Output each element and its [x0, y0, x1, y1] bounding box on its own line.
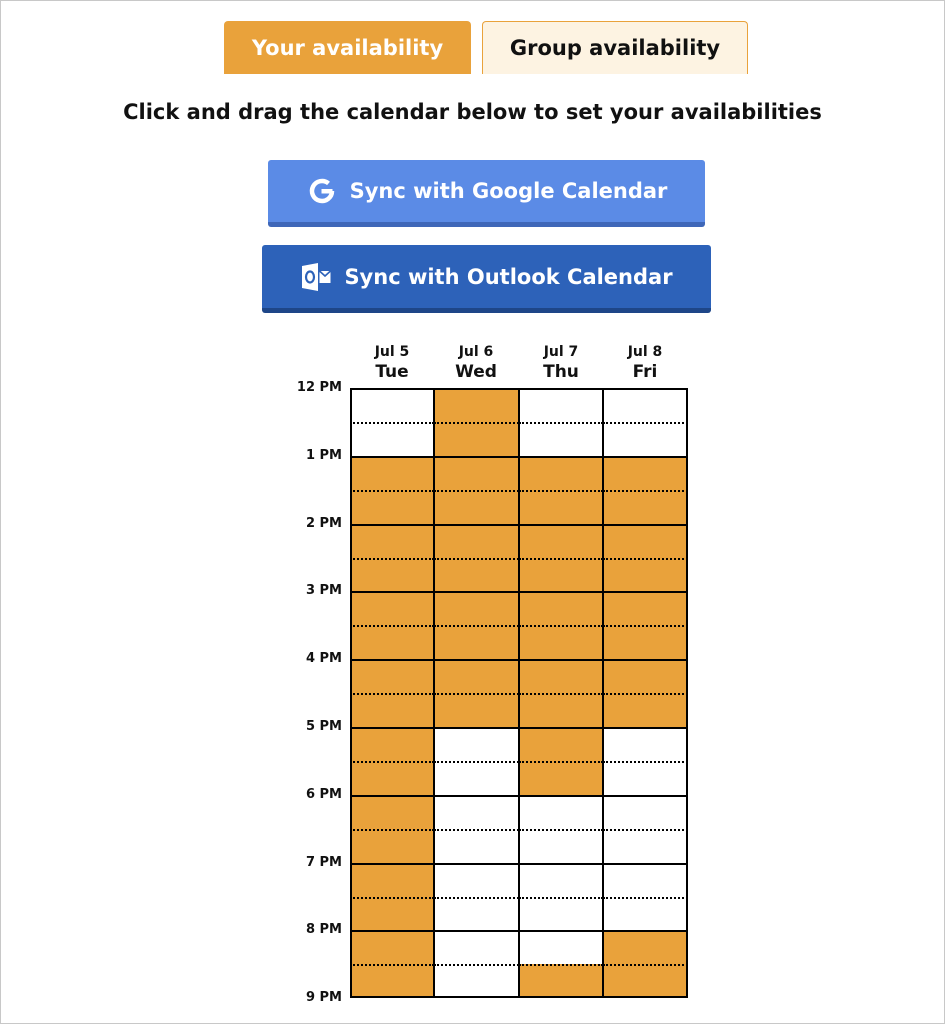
time-slot-cell[interactable] — [603, 863, 688, 897]
day-header-fri — [603, 343, 687, 383]
google-icon — [306, 175, 338, 207]
time-slot-cell[interactable] — [350, 930, 434, 964]
time-slot-cell[interactable] — [434, 490, 519, 524]
instruction-text: Click and drag the calendar below to set your availabilities — [123, 100, 822, 124]
time-slot-cell[interactable] — [603, 964, 688, 998]
time-slot-cell[interactable] — [350, 727, 434, 761]
time-slot-cell[interactable] — [603, 456, 688, 490]
time-slot-cell[interactable] — [350, 456, 434, 490]
day-date: Jul 8 — [627, 344, 663, 360]
time-slot-cell[interactable] — [603, 727, 688, 761]
time-slot-cell[interactable] — [434, 625, 519, 659]
time-slot-cell[interactable] — [603, 490, 688, 524]
time-slot-cell[interactable] — [434, 422, 519, 456]
day-name: Thu — [543, 362, 579, 382]
time-slot-cell[interactable] — [350, 388, 434, 422]
time-slot-cell[interactable] — [350, 964, 434, 998]
time-slot-cell[interactable] — [519, 964, 603, 998]
sync-outlook-label: Sync with Outlook Calendar — [344, 264, 673, 289]
day-name: Tue — [375, 362, 409, 382]
day-date: Jul 6 — [458, 344, 494, 360]
time-slot-cell[interactable] — [519, 422, 603, 456]
time-slot-cell[interactable] — [350, 558, 434, 591]
time-slot-cell[interactable] — [519, 456, 603, 490]
time-slot-cell[interactable] — [603, 524, 688, 558]
time-slot-cell[interactable] — [350, 897, 434, 930]
time-slot-cell[interactable] — [350, 795, 434, 829]
time-label: 8 PM — [305, 922, 342, 937]
time-slot-cell[interactable] — [434, 761, 519, 795]
time-slot-cell[interactable] — [434, 897, 519, 930]
time-slot-cell[interactable] — [434, 693, 519, 727]
outlook-icon — [300, 261, 332, 293]
time-slot-cell[interactable] — [603, 558, 688, 591]
time-slot-cell[interactable] — [519, 897, 603, 930]
time-slot-cell[interactable] — [434, 456, 519, 490]
time-label: 12 PM — [296, 380, 342, 395]
sync-google-calendar-button[interactable] — [268, 160, 705, 227]
day-header-wed — [434, 343, 518, 383]
day-name: Wed — [455, 362, 497, 382]
time-label: 6 PM — [305, 787, 342, 802]
time-label: 9 PM — [305, 990, 342, 1005]
time-slot-cell[interactable] — [434, 829, 519, 863]
time-slot-cell[interactable] — [519, 659, 603, 693]
tab-group-availability[interactable]: Group availability — [482, 21, 748, 74]
time-label: 1 PM — [305, 448, 342, 463]
time-label: 4 PM — [305, 651, 342, 666]
time-slot-cell[interactable] — [603, 591, 688, 625]
time-slot-cell[interactable] — [519, 930, 603, 964]
time-slot-cell[interactable] — [603, 795, 688, 829]
time-slot-cell[interactable] — [519, 693, 603, 727]
sync-google-label: Sync with Google Calendar — [349, 179, 668, 203]
time-slot-cell[interactable] — [350, 524, 434, 558]
time-slot-cell[interactable] — [350, 693, 434, 727]
time-slot-cell[interactable] — [603, 930, 688, 964]
time-slot-cell[interactable] — [350, 659, 434, 693]
time-slot-cell[interactable] — [519, 388, 603, 422]
time-slot-cell[interactable] — [350, 863, 434, 897]
time-slot-cell[interactable] — [519, 591, 603, 625]
time-slot-cell[interactable] — [519, 558, 603, 591]
time-slot-cell[interactable] — [603, 422, 688, 456]
time-slot-cell[interactable] — [434, 591, 519, 625]
day-date: Jul 5 — [374, 344, 410, 360]
time-slot-cell[interactable] — [603, 897, 688, 930]
day-header-thu — [519, 343, 603, 383]
time-slot-cell[interactable] — [603, 693, 688, 727]
time-slot-cell[interactable] — [603, 761, 688, 795]
time-slot-cell[interactable] — [350, 591, 434, 625]
time-slot-cell[interactable] — [603, 388, 688, 422]
time-slot-cell[interactable] — [519, 795, 603, 829]
time-slot-cell[interactable] — [519, 727, 603, 761]
time-label: 2 PM — [305, 516, 342, 531]
time-label: 7 PM — [305, 855, 342, 870]
time-slot-cell[interactable] — [519, 625, 603, 659]
time-slot-cell[interactable] — [519, 490, 603, 524]
day-date: Jul 7 — [543, 344, 579, 360]
time-slot-cell[interactable] — [434, 727, 519, 761]
sync-outlook-calendar-button[interactable] — [262, 245, 711, 313]
time-slot-cell[interactable] — [519, 829, 603, 863]
day-name: Fri — [632, 362, 658, 382]
time-slot-cell[interactable] — [519, 761, 603, 795]
time-slot-cell[interactable] — [434, 524, 519, 558]
time-slot-cell[interactable] — [434, 930, 519, 964]
time-slot-cell[interactable] — [434, 558, 519, 591]
time-slot-cell[interactable] — [603, 625, 688, 659]
time-slot-cell[interactable] — [519, 524, 603, 558]
time-slot-cell[interactable] — [350, 625, 434, 659]
time-slot-cell[interactable] — [434, 388, 519, 422]
time-slot-cell[interactable] — [434, 795, 519, 829]
time-label: 5 PM — [305, 719, 342, 734]
time-slot-cell[interactable] — [434, 863, 519, 897]
time-slot-cell[interactable] — [603, 659, 688, 693]
time-slot-cell[interactable] — [350, 829, 434, 863]
time-slot-cell[interactable] — [434, 659, 519, 693]
time-slot-cell[interactable] — [350, 761, 434, 795]
time-slot-cell[interactable] — [603, 829, 688, 863]
time-slot-cell[interactable] — [434, 964, 519, 998]
time-slot-cell[interactable] — [519, 863, 603, 897]
time-label: 3 PM — [305, 583, 342, 598]
day-header-tue — [350, 343, 434, 383]
time-slot-cell[interactable] — [350, 422, 434, 456]
tab-your-availability[interactable]: Your availability — [224, 21, 471, 74]
time-slot-cell[interactable] — [350, 490, 434, 524]
